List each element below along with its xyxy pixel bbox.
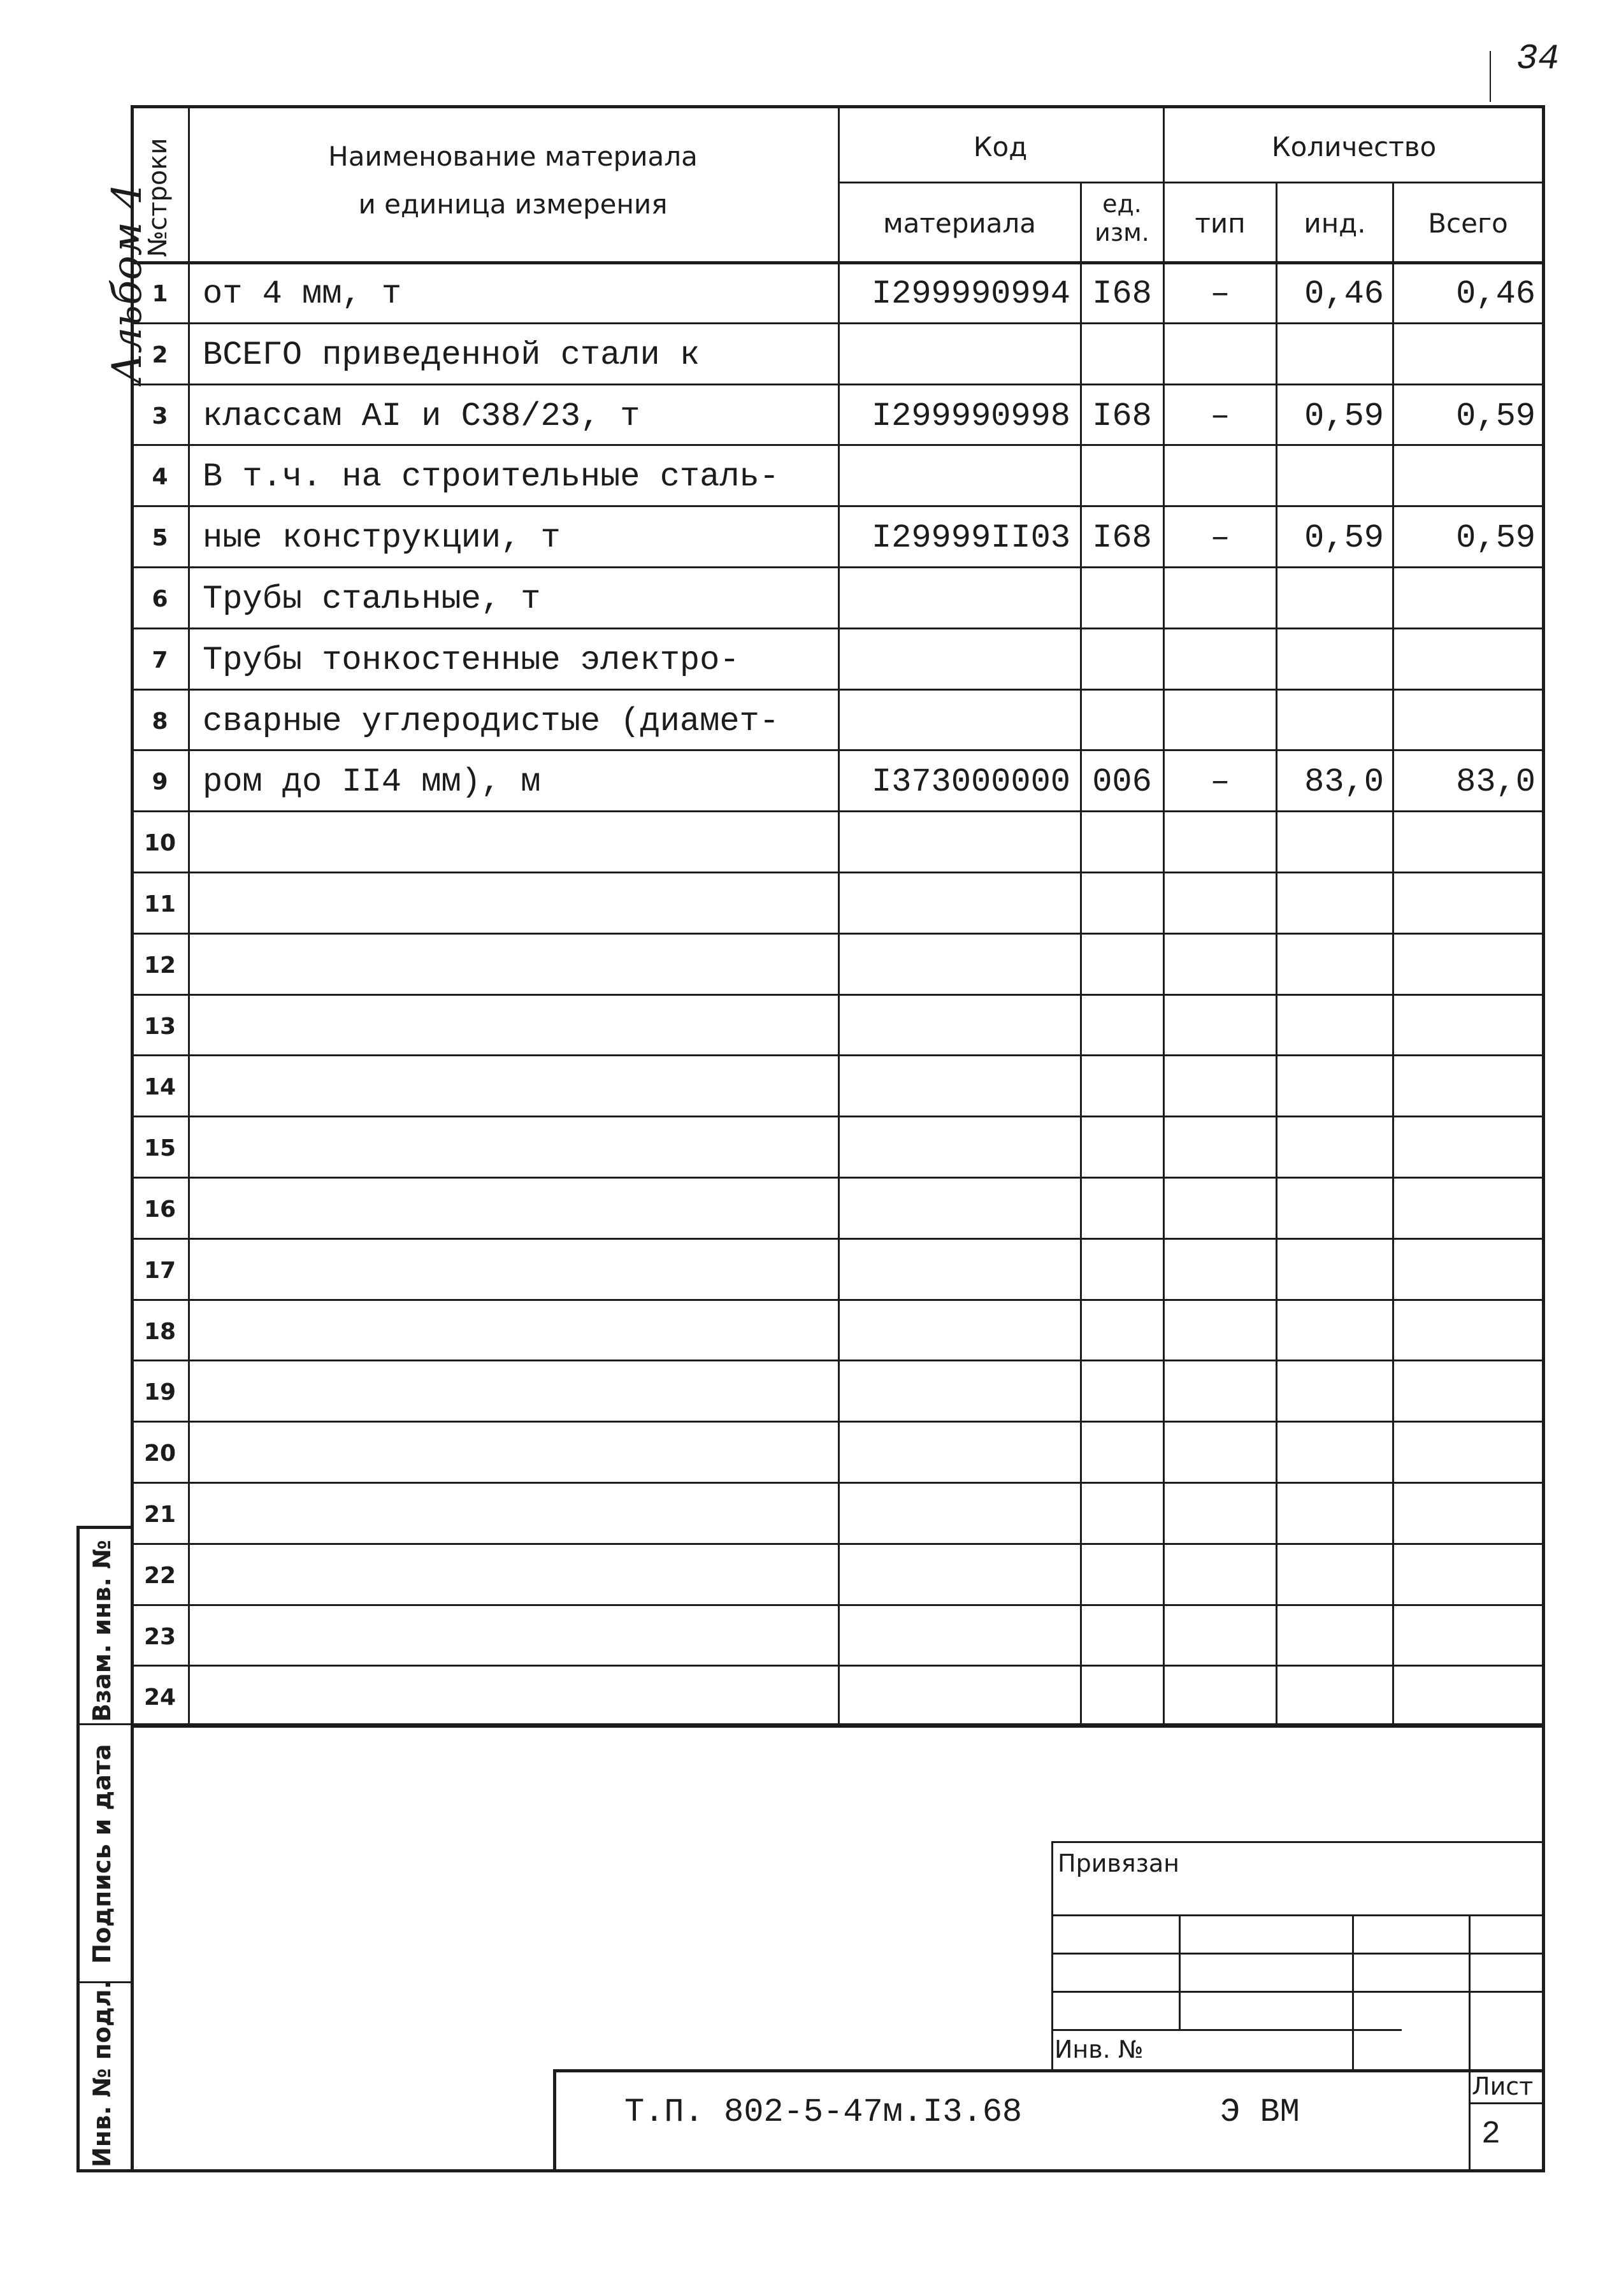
row-ind <box>1279 1182 1384 1237</box>
row-number: 14 <box>143 1073 176 1100</box>
col-line-qty <box>1163 105 1165 1723</box>
row-name: сварные углеродистые (диамет- <box>203 702 779 740</box>
row-number: 1 <box>152 280 168 307</box>
row-code <box>841 327 1070 382</box>
row-unit <box>1083 1121 1161 1175</box>
col-line-num <box>188 105 190 1723</box>
row-type <box>1166 1243 1274 1298</box>
row-unit: I68 <box>1092 519 1152 557</box>
row-code <box>841 815 1070 870</box>
row-unit <box>1083 571 1161 626</box>
row-ind <box>1279 1426 1384 1481</box>
designation-top <box>553 2069 1544 2072</box>
inv-no-label: Инв. № <box>1054 2035 1144 2063</box>
row-ind <box>1279 815 1384 870</box>
row-unit <box>1083 327 1161 382</box>
row-ind <box>1279 571 1384 626</box>
row-total <box>1395 633 1536 687</box>
row-code <box>841 1548 1070 1603</box>
row-name <box>203 1243 833 1298</box>
linked-left <box>1051 1841 1053 2070</box>
section-code: Э ВМ <box>1220 2093 1300 2131</box>
row-code <box>841 1182 1070 1237</box>
row-code <box>841 1426 1070 1481</box>
row-unit <box>1083 877 1161 931</box>
row-unit: 006 <box>1092 763 1152 801</box>
row-line <box>131 1177 1545 1179</box>
row-code <box>841 1243 1070 1298</box>
row-unit <box>1083 694 1161 749</box>
row-number: 19 <box>143 1379 176 1405</box>
row-code <box>841 694 1070 749</box>
row-code <box>841 449 1070 504</box>
row-type <box>1166 449 1274 504</box>
row-ind <box>1279 1304 1384 1359</box>
row-number: 7 <box>152 647 168 673</box>
row-number: 23 <box>143 1623 176 1650</box>
row-line <box>131 1299 1545 1301</box>
row-ind <box>1279 1548 1384 1603</box>
row-ind <box>1279 1609 1384 1664</box>
row-total <box>1395 1609 1536 1664</box>
row-total <box>1395 1487 1536 1542</box>
row-code <box>841 1609 1070 1664</box>
row-name <box>203 938 833 993</box>
row-code <box>841 938 1070 993</box>
row-ind <box>1279 449 1384 504</box>
row-code: I29999II03 <box>871 519 1070 557</box>
row-total <box>1395 1059 1536 1114</box>
row-number: 13 <box>143 1013 176 1040</box>
row-number: 2 <box>152 341 168 368</box>
row-unit <box>1083 1243 1161 1298</box>
row-line <box>131 1238 1545 1240</box>
row-total <box>1395 999 1536 1054</box>
row-number: 3 <box>152 403 168 429</box>
row-type <box>1166 694 1274 749</box>
row-unit <box>1083 1059 1161 1114</box>
row-ind: 83,0 <box>1304 763 1384 801</box>
table-bottom-border <box>131 2169 1545 2172</box>
row-type <box>1166 1426 1274 1481</box>
row-line <box>131 994 1545 996</box>
row-type: – <box>1210 763 1230 801</box>
row-unit <box>1083 815 1161 870</box>
col-line-ind <box>1276 182 1277 1723</box>
row-unit <box>1083 999 1161 1054</box>
row-type <box>1166 1670 1274 1725</box>
row-name: ром до II4 мм), м <box>203 763 541 801</box>
row-type <box>1166 1609 1274 1664</box>
linked-col-1 <box>1179 1914 1181 2029</box>
row-type <box>1166 571 1274 626</box>
row-type <box>1166 1304 1274 1359</box>
row-total <box>1395 938 1536 993</box>
row-number: 6 <box>152 585 168 612</box>
linked-label: Привязан <box>1058 1849 1179 1877</box>
designation-code: Т.П. 802-5-47м.I3.68 <box>624 2093 1023 2131</box>
col-line-unit <box>1080 182 1082 1723</box>
row-number: 8 <box>152 708 168 735</box>
row-unit: I68 <box>1092 275 1152 313</box>
row-ind <box>1279 1670 1384 1725</box>
row-number: 17 <box>143 1257 176 1284</box>
row-ind <box>1279 877 1384 931</box>
row-type <box>1166 1059 1274 1114</box>
row-name <box>203 999 833 1054</box>
row-line <box>131 566 1545 568</box>
header-qty-ind: инд. <box>1304 207 1366 239</box>
row-name <box>203 1609 833 1664</box>
row-code <box>841 877 1070 931</box>
row-ind <box>1279 1121 1384 1175</box>
row-number: 5 <box>152 524 168 551</box>
row-unit <box>1083 1548 1161 1603</box>
row-type: – <box>1210 397 1230 435</box>
row-number: 10 <box>143 829 176 856</box>
row-total <box>1395 1243 1536 1298</box>
header-code: Код <box>973 131 1028 162</box>
row-ind <box>1279 1059 1384 1114</box>
header-code-material: материала <box>882 207 1036 239</box>
row-name <box>203 1426 833 1481</box>
row-code: I373000000 <box>871 763 1070 801</box>
row-type <box>1166 999 1274 1054</box>
row-name: Трубы тонкостенные электро- <box>203 641 740 679</box>
row-unit <box>1083 633 1161 687</box>
sheet-number: 2 <box>1481 2116 1501 2153</box>
row-line <box>131 1482 1545 1484</box>
album-note: Альбом 4 <box>104 183 151 384</box>
row-ind: 0,59 <box>1304 397 1384 435</box>
row-total <box>1395 1121 1536 1175</box>
row-total: 0,59 <box>1456 519 1536 557</box>
row-ind <box>1279 1243 1384 1298</box>
linked-col-3 <box>1469 1914 1471 2169</box>
row-type <box>1166 327 1274 382</box>
designation-left <box>553 2069 556 2171</box>
header-quantity: Количество <box>1271 131 1437 162</box>
row-code: I299990998 <box>871 397 1070 435</box>
row-ind <box>1279 1487 1384 1542</box>
header-code-unit-1: ед. <box>1102 190 1142 218</box>
row-name <box>203 815 833 870</box>
row-line <box>131 1604 1545 1606</box>
row-code <box>841 999 1070 1054</box>
row-name <box>203 1182 833 1237</box>
linked-col-2 <box>1352 1914 1354 2070</box>
row-number: 9 <box>152 768 168 795</box>
row-name <box>203 1670 833 1725</box>
row-number: 12 <box>143 952 176 979</box>
row-total <box>1395 1426 1536 1481</box>
row-name <box>203 1487 833 1542</box>
row-line <box>131 749 1545 751</box>
row-code <box>841 1365 1070 1419</box>
header-subline <box>838 182 1544 183</box>
row-line <box>131 444 1545 446</box>
row-total: 0,46 <box>1456 275 1536 313</box>
row-number: 11 <box>143 891 176 917</box>
row-code <box>841 1670 1070 1725</box>
row-ind <box>1279 999 1384 1054</box>
row-total <box>1395 1365 1536 1419</box>
row-type <box>1166 938 1274 993</box>
row-type <box>1166 815 1274 870</box>
header-code-unit-2: изм. <box>1095 219 1149 247</box>
row-total <box>1395 571 1536 626</box>
row-number: 22 <box>143 1562 176 1589</box>
row-total <box>1395 1182 1536 1237</box>
row-code <box>841 1304 1070 1359</box>
row-total <box>1395 815 1536 870</box>
row-ind <box>1279 633 1384 687</box>
header-row-number: №строки <box>143 138 173 257</box>
row-name: Трубы стальные, т <box>203 580 541 618</box>
row-ind <box>1279 694 1384 749</box>
row-line <box>131 872 1545 873</box>
row-ind: 0,59 <box>1304 519 1384 557</box>
row-type <box>1166 1548 1274 1603</box>
side-stamp-bottom <box>76 2169 133 2172</box>
body-bottom <box>131 1723 1545 1726</box>
row-total <box>1395 877 1536 931</box>
sheet-sep <box>1469 2102 1543 2104</box>
row-number: 15 <box>143 1135 176 1161</box>
row-code <box>841 1121 1070 1175</box>
row-line <box>131 505 1545 507</box>
col-line-code <box>838 105 840 1723</box>
header-unit-of-measure: и единица измерения <box>358 188 668 220</box>
row-ind <box>1279 1365 1384 1419</box>
row-number: 20 <box>143 1440 176 1467</box>
row-code <box>841 1487 1070 1542</box>
row-code <box>841 1059 1070 1114</box>
row-name: от 4 мм, т <box>203 275 402 313</box>
header-qty-total: Всего <box>1428 207 1508 239</box>
col-line-total <box>1392 182 1394 1723</box>
sheet-label: Лист <box>1472 2072 1534 2100</box>
row-type: – <box>1210 519 1230 557</box>
row-type <box>1166 877 1274 931</box>
row-number: 16 <box>143 1196 176 1223</box>
row-line <box>131 689 1545 691</box>
row-unit <box>1083 938 1161 993</box>
row-name: В т.ч. на строительные сталь- <box>203 457 779 496</box>
row-name <box>203 1304 833 1359</box>
row-line <box>131 1054 1545 1056</box>
row-name <box>203 877 833 931</box>
row-ind <box>1279 327 1384 382</box>
row-unit <box>1083 449 1161 504</box>
row-line <box>131 810 1545 812</box>
row-name <box>203 1059 833 1114</box>
row-unit <box>1083 1304 1161 1359</box>
row-line <box>131 1116 1545 1117</box>
row-type <box>1166 1182 1274 1237</box>
linked-top <box>1051 1841 1543 1843</box>
page-number: 34 <box>1516 38 1560 79</box>
row-line <box>131 628 1545 629</box>
row-number: 24 <box>143 1684 176 1711</box>
row-total: 83,0 <box>1456 763 1536 801</box>
row-unit <box>1083 1609 1161 1664</box>
page-number-tick <box>1490 51 1491 102</box>
row-total <box>1395 327 1536 382</box>
row-code: I299990994 <box>871 275 1070 313</box>
row-code <box>841 633 1070 687</box>
row-number: 4 <box>152 463 168 490</box>
side-stamp-signature-date: Подпись и дата <box>88 1744 116 1964</box>
row-line <box>131 384 1545 385</box>
row-total <box>1395 1304 1536 1359</box>
row-name: классам AI и C38/23, т <box>203 397 640 435</box>
side-stamp-inv-original: Инв. № подл. <box>88 1979 116 2168</box>
row-type <box>1166 633 1274 687</box>
row-code <box>841 571 1070 626</box>
row-line <box>131 1543 1545 1545</box>
row-unit <box>1083 1670 1161 1725</box>
row-number: 21 <box>143 1501 176 1528</box>
row-name: ные конструкции, т <box>203 519 561 557</box>
row-type <box>1166 1487 1274 1542</box>
row-unit <box>1083 1365 1161 1419</box>
row-unit: I68 <box>1092 397 1152 435</box>
row-ind <box>1279 938 1384 993</box>
row-name: ВСЕГО приведенной стали к <box>203 336 700 374</box>
row-type: – <box>1210 275 1230 313</box>
side-stamp-top <box>76 1526 133 1529</box>
header-name: Наименование материала <box>328 140 698 172</box>
row-type <box>1166 1365 1274 1419</box>
row-total <box>1395 1670 1536 1725</box>
header-qty-type: тип <box>1195 207 1246 239</box>
table-right-border <box>1542 105 1545 2169</box>
row-total <box>1395 694 1536 749</box>
row-unit <box>1083 1487 1161 1542</box>
row-total <box>1395 1548 1536 1603</box>
row-line <box>131 1360 1545 1361</box>
row-line <box>131 1421 1545 1423</box>
row-unit <box>1083 1182 1161 1237</box>
row-total <box>1395 449 1536 504</box>
row-ind: 0,46 <box>1304 275 1384 313</box>
row-line <box>131 322 1545 324</box>
row-line <box>131 1665 1545 1667</box>
row-unit <box>1083 1426 1161 1481</box>
row-name <box>203 1121 833 1175</box>
row-number: 18 <box>143 1318 176 1345</box>
row-name <box>203 1365 833 1419</box>
side-stamp-replaced-inv: Взам. инв. № <box>88 1540 116 1722</box>
row-type <box>1166 1121 1274 1175</box>
row-line <box>131 933 1545 935</box>
row-total: 0,59 <box>1456 397 1536 435</box>
row-name <box>203 1548 833 1603</box>
